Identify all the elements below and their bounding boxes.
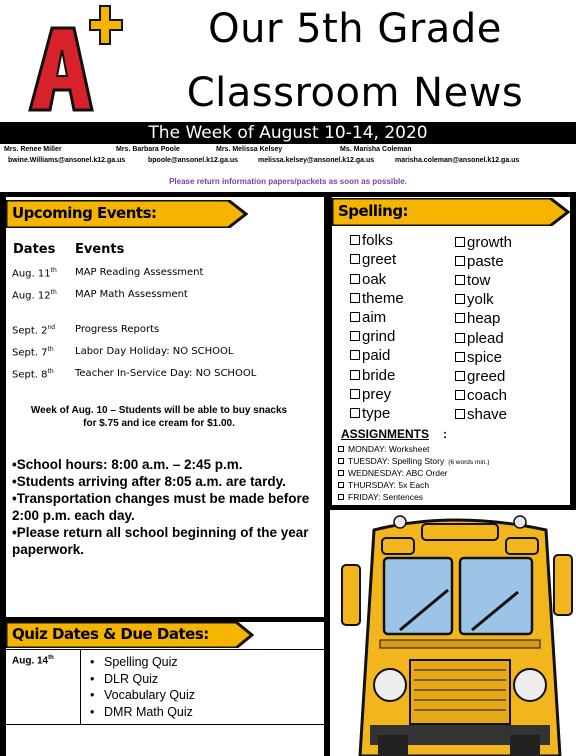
- checkbox-icon: [350, 312, 360, 322]
- quiz-banner: [6, 622, 254, 650]
- event-date: Sept. 8th: [12, 368, 54, 381]
- staff-email[interactable]: marisha.coleman@ansonel.k12.ga.us: [395, 157, 520, 164]
- staff-email[interactable]: bpoole@ansonel.k12.ga.us: [148, 157, 239, 164]
- spelling-banner-label: Spelling:: [338, 202, 409, 220]
- events-banner-label: Upcoming Events:: [12, 204, 157, 222]
- a-plus-logo-icon: [0, 0, 140, 120]
- spelling-word[interactable]: plead: [455, 330, 504, 347]
- spelling-word[interactable]: tow: [455, 272, 490, 289]
- checkbox-icon: [350, 389, 360, 399]
- quiz-item: • Vocabulary Quiz: [90, 687, 195, 704]
- spelling-word[interactable]: yolk: [455, 291, 494, 308]
- spelling-word[interactable]: shave: [455, 406, 507, 423]
- snack-line: Week of Aug. 10 – Students will be able to buy snacks: [30, 405, 288, 416]
- info-item: •Transportation changes must be made before 2:00 p.m. each day.: [12, 491, 310, 523]
- event-date: Aug. 12th: [12, 289, 57, 302]
- quiz-item: • DLR Quiz: [90, 671, 195, 688]
- info-item: •Students arriving after 8:05 a.m. are tardy.: [12, 474, 286, 489]
- event-date: Aug. 11th: [12, 267, 57, 280]
- assignment-row[interactable]: THURSDAY: 5x Each: [338, 480, 433, 490]
- spelling-word[interactable]: theme: [350, 290, 404, 307]
- quiz-divider: [6, 724, 324, 725]
- col-dates-heading: Dates: [13, 242, 56, 257]
- quiz-divider: [80, 650, 81, 724]
- checkbox-icon: [350, 331, 360, 341]
- checkbox-icon: [338, 482, 344, 488]
- event-desc: Progress Reports: [75, 324, 160, 335]
- checkbox-icon: [455, 294, 465, 304]
- spelling-word[interactable]: grind: [350, 328, 395, 345]
- checkbox-icon: [350, 350, 360, 360]
- snack-line: for $.75 and ice cream for $1.00.: [83, 418, 235, 429]
- staff-names: [0, 146, 576, 157]
- staff-emails: [0, 157, 576, 168]
- events-banner: [6, 200, 248, 228]
- info-item: •Please return all school beginning of the year paperwork.: [12, 525, 309, 557]
- checkbox-icon: [350, 370, 360, 380]
- week-band: [0, 122, 576, 144]
- quiz-date: Aug. 14th: [12, 655, 54, 667]
- staff-name: Ms. Marisha Coleman: [340, 146, 412, 153]
- event-date: Sept. 7th: [12, 346, 54, 359]
- spelling-word[interactable]: coach: [455, 387, 507, 404]
- spelling-word[interactable]: paste: [455, 253, 504, 270]
- checkbox-icon: [455, 275, 465, 285]
- assignment-row[interactable]: WEDNESDAY: ABC Order: [338, 468, 452, 478]
- assignment-row[interactable]: FRIDAY: Sentences: [338, 492, 427, 502]
- staff-name: Mrs. Barbara Poole: [116, 146, 180, 153]
- spelling-word[interactable]: prey: [350, 386, 391, 403]
- event-date: Sept. 2nd: [12, 324, 56, 337]
- spelling-word[interactable]: heap: [455, 310, 500, 327]
- checkbox-icon: [338, 470, 344, 476]
- staff-name: Mrs. Melissa Kelsey: [216, 146, 283, 153]
- return-papers-notice: Please return information papers/packets as soon as possible.: [169, 177, 407, 186]
- checkbox-icon: [455, 237, 465, 247]
- snack-notice: [14, 404, 304, 430]
- spelling-word[interactable]: oak: [350, 271, 386, 288]
- staff-email[interactable]: bwine.Williams@ansonel.k12.ga.us: [8, 157, 126, 164]
- event-desc: Labor Day Holiday: NO SCHOOL: [75, 346, 234, 357]
- checkbox-icon: [455, 256, 465, 266]
- event-desc: MAP Math Assessment: [75, 289, 188, 300]
- assignments-colon: :: [443, 427, 447, 441]
- staff-email[interactable]: melissa.kelsey@ansonel.k12.ga.us: [258, 157, 375, 164]
- week-label: The Week of August 10-14, 2020: [148, 123, 428, 143]
- info-item: •School hours: 8:00 a.m. – 2:45 p.m.: [12, 457, 243, 472]
- staff-contacts: [0, 146, 576, 168]
- assignments-heading: ASSIGNMENTS: [341, 427, 430, 441]
- assignment-row[interactable]: TUESDAY: Spelling Story (6 words min.): [338, 456, 489, 466]
- spelling-word[interactable]: paid: [350, 347, 390, 364]
- school-bus-icon: [330, 510, 576, 756]
- col-events-heading: Events: [75, 242, 125, 257]
- staff-name: Mrs. Renee Miller: [4, 146, 62, 153]
- checkbox-icon: [350, 274, 360, 284]
- title-line-2: Classroom News: [186, 70, 524, 116]
- checkbox-icon: [455, 371, 465, 381]
- checkbox-icon: [350, 293, 360, 303]
- spelling-word[interactable]: greed: [455, 368, 505, 385]
- spelling-word[interactable]: folks: [350, 232, 393, 249]
- checkbox-icon: [455, 390, 465, 400]
- event-desc: MAP Reading Assessment: [75, 267, 204, 278]
- checkbox-icon: [455, 313, 465, 323]
- checkbox-icon: [455, 352, 465, 362]
- checkbox-icon: [350, 408, 360, 418]
- quiz-item: • Spelling Quiz: [90, 654, 195, 671]
- checkbox-icon: [338, 446, 344, 452]
- quiz-banner-label: Quiz Dates & Due Dates:: [12, 625, 209, 643]
- checkbox-icon: [350, 235, 360, 245]
- spelling-word[interactable]: greet: [350, 251, 396, 268]
- checkbox-icon: [350, 254, 360, 264]
- spelling-word[interactable]: spice: [455, 349, 502, 366]
- spelling-word[interactable]: bride: [350, 367, 395, 384]
- checkbox-icon: [455, 333, 465, 343]
- checkbox-icon: [338, 494, 344, 500]
- spelling-word[interactable]: type: [350, 405, 390, 422]
- title-line-1: Our 5th Grade: [208, 6, 502, 52]
- spelling-banner: [332, 198, 570, 226]
- assignment-row[interactable]: MONDAY: Worksheet: [338, 444, 433, 454]
- event-desc: Teacher In-Service Day: NO SCHOOL: [75, 368, 257, 379]
- spelling-word[interactable]: aim: [350, 309, 386, 326]
- checkbox-icon: [455, 409, 465, 419]
- school-info-list: [12, 456, 312, 558]
- spelling-word[interactable]: growth: [455, 234, 512, 251]
- checkbox-icon: [338, 458, 344, 464]
- quiz-item: • DMR Math Quiz: [90, 704, 195, 721]
- quiz-table: [6, 649, 324, 756]
- quiz-list: [90, 654, 195, 720]
